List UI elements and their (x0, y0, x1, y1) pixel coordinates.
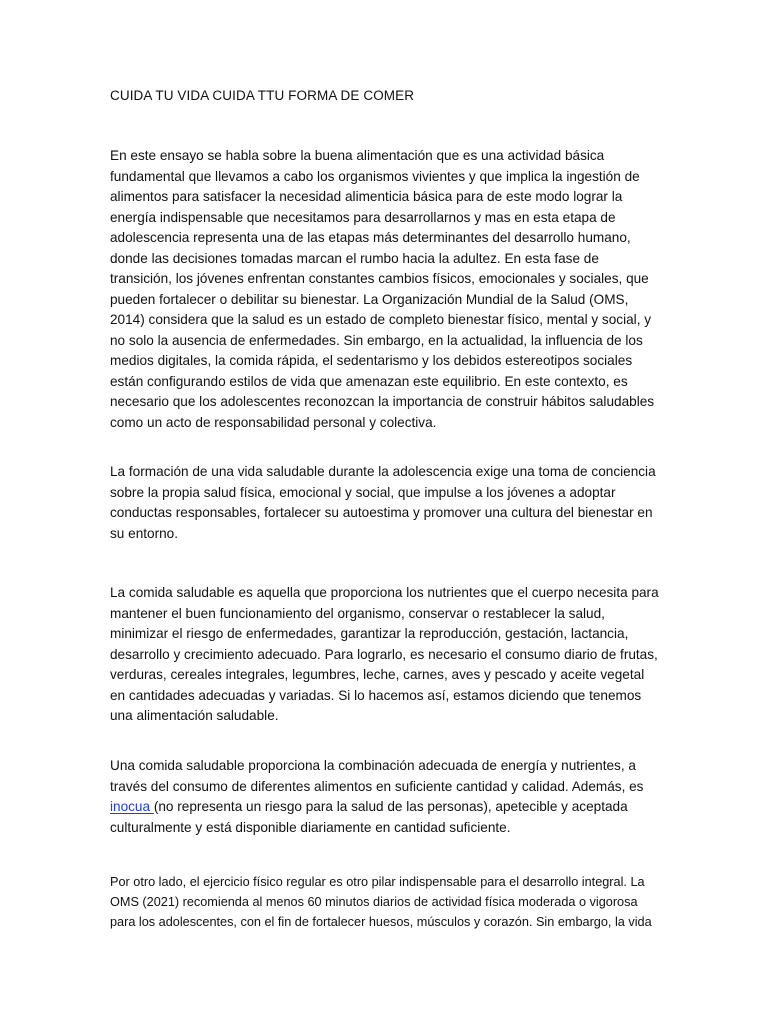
inocua-link[interactable]: inocua (110, 799, 154, 814)
paragraph-intro: En este ensayo se habla sobre la buena alimentación que es una actividad básica fundamental que llevamos a cabo los organismos vivientes y que implica la ingestión de alimentos para satisfacer la necesidad alimenticia básica para de este modo lograr la energía indispensable que necesitamos para desarrollarnos y mas en esta etapa de adolescencia representa una de las etapas más determinantes del desarrollo humano, donde las decisiones tomadas marcan el rumbo hacia la adultez. En esta fase de transición, los jóvenes enfrentan constantes cambios físicos, emocionales y sociales, que pueden fortalecer o debilitar su bienestar. La Organización Mundial de la Salud (OMS, 2014) considera que la salud es un estado de completo bienestar físico, mental y social, y no solo la ausencia de enfermedades. Sin embargo, en la actualidad, la influencia de los medios digitales, la comida rápida, el sedentarismo y los debidos estereotipos sociales están configurando estilos de vida que amenazan este equilibrio. En este contexto, es necesario que los adolescentes reconozcan la importancia de construir hábitos saludables como un acto de responsabilidad personal y colectiva. (110, 148, 655, 430)
paragraph-physical-exercise: Por otro lado, el ejercicio físico regular es otro pilar indispensable para el desarrollo integral. La OMS (2021) recomienda al menos 60 minutos diarios de actividad física moderada o vigorosa para los adolescentes, con el fin de fortalecer huesos, músculos y corazón. Sin embargo, la vida (110, 875, 652, 929)
document-title: CUIDA TU VIDA CUIDA TTU FORMA DE COMER (110, 88, 415, 103)
paragraph-healthy-meal-text-start: Una comida saludable proporciona la combinación adecuada de energía y nutrientes, a través del consumo de diferentes alimentos en suficiente cantidad y calidad. Además, es (110, 758, 644, 794)
paragraph-healthy-meal-text-end: (no representa un riesgo para la salud de las personas), apetecible y aceptada culturalmente y está disponible diariamente en cantidad suficiente. (110, 799, 628, 835)
paragraph-healthy-meal (110, 756, 662, 838)
paragraph-healthy-life: La formación de una vida saludable durante la adolescencia exige una toma de conciencia sobre la propia salud física, emocional y social, que impulse a los jóvenes a adoptar conductas responsables, fortalecer su autoestima y promover una cultura del bienestar en su entorno. (110, 464, 656, 541)
paragraph-healthy-food: La comida saludable es aquella que proporciona los nutrientes que el cuerpo necesita para mantener el buen funcionamiento del organismo, conservar o restablecer la salud, minimizar el riesgo de enfermedades, garantizar la reproducción, gestación, lactancia, desarrollo y crecimiento adecuado. Para lograrlo, es necesario el consumo diario de frutas, verduras, cereales integrales, legumbres, leche, carnes, aves y pescado y aceite vegetal en cantidades adecuadas y variadas. Si lo hacemos así, estamos diciendo que tenemos una alimentación saludable. (110, 585, 659, 723)
